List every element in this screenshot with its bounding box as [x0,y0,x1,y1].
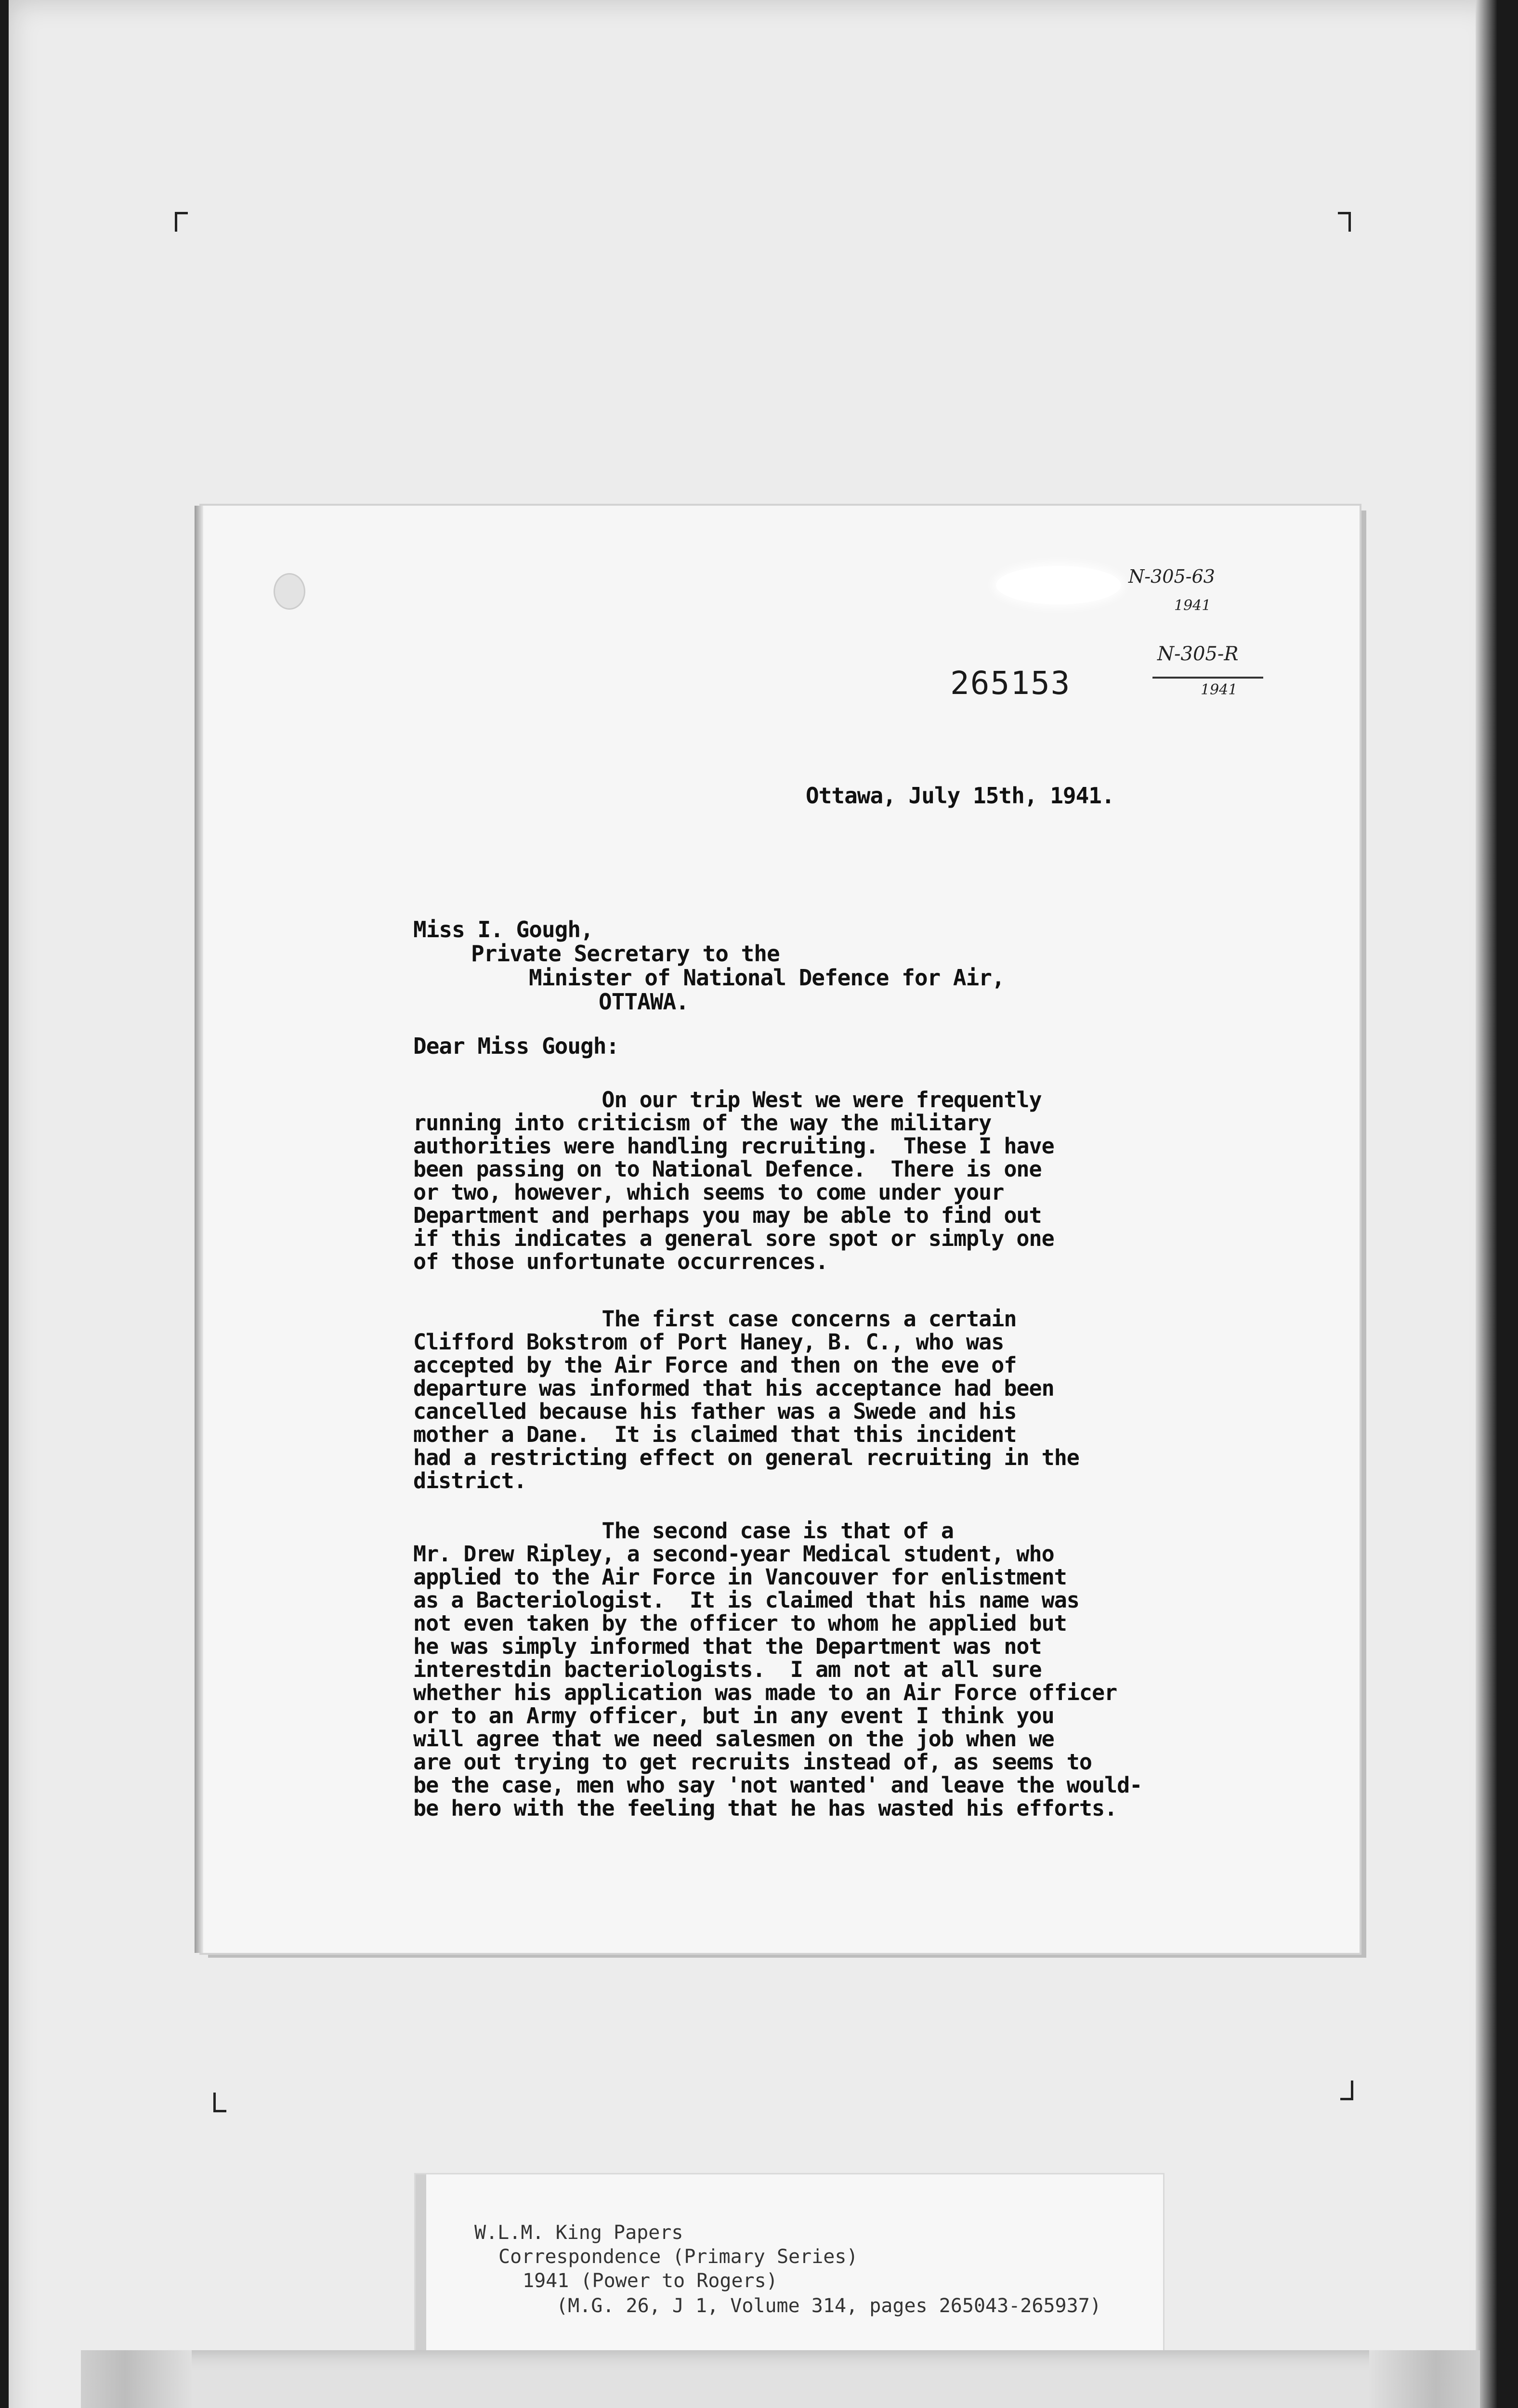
crop-mark-bottom-right [1340,2081,1353,2100]
letter-paragraph: The second case is that of a Mr. Drew Ripley, a second-year Medical student, who applied to the Air Force in Vancouver for enlistment as a Bacteriologist. It is claimed that his name was not even taken by the officer to whom he applied but he was simply informed that the Department was not interestdin bacteriologists. I am not at all sure whether his application was made to an Air Force officer or to an Army officer, but in any event I think you will agree that we need salesmen on the job when we are out trying to get recruits instead of, as seems to be the case, men who say 'not wanted' and leave the would- be hero with the feeling that he has wasted his efforts. [413,1518,1142,1821]
banner-edge [1369,2350,1480,2408]
letter-paragraph: On our trip West we were frequently running into criticism of the way the military authorities were handling recruiting. These I have been passing on to National Defence. There is one or two, however, which seems to come under your Department and perhaps you may be able to find out if this indicates a general sore spot or simply one of those unfortunate occurrences. [413,1087,1054,1274]
crop-mark-bottom-left [213,2093,226,2112]
salutation: Dear Miss Gough: [413,1033,619,1059]
volume-range: 1941 (Power to Rogers) [523,2270,778,2292]
file-reference-year: 1941 [1201,681,1238,698]
sheet-edge [195,506,203,1953]
microfilm-frame [9,0,1497,2408]
recipient-department: Minister of National Defence for Air, [529,965,1005,991]
collection-name: W.L.M. King Papers [474,2222,683,2244]
recipient-name: Miss I. Gough, [413,916,593,942]
punch-hole [274,573,305,610]
document-number: 265153 [950,665,1071,702]
file-reference: N-305-R [1157,643,1239,665]
letter-paragraph: The first case concerns a certain Clifford Bokstrom of Port Haney, B. C., who was accepted by the Air Force and then on the eve of departure was informed that his acceptance had been cancelled because his father was a Swede and his mother a Dane. It is claimed that this incident had a restricting effect on general recruiting in the district. [413,1306,1079,1493]
paper-smudge [996,566,1121,604]
banner-edge [81,2350,192,2408]
underline [1152,677,1263,679]
film-edge [1476,0,1497,2408]
series-name: Correspondence (Primary Series) [498,2246,858,2268]
file-reference-year: 1941 [1174,597,1211,614]
recipient-city: OTTAWA. [599,989,689,1015]
archive-reference-label [416,2174,1163,2357]
crop-mark-top-left [175,212,188,232]
letter-sheet [201,506,1360,1953]
crop-mark-top-right [1338,212,1351,232]
volume-citation: (M.G. 26, J 1, Volume 314, pages 265043-265937) [556,2295,1101,2317]
public-archives-banner [81,2350,1480,2408]
letter-date: Ottawa, July 15th, 1941. [806,783,1114,809]
recipient-title: Private Secretary to the [471,941,780,967]
file-reference: N-305-63 [1128,566,1215,587]
